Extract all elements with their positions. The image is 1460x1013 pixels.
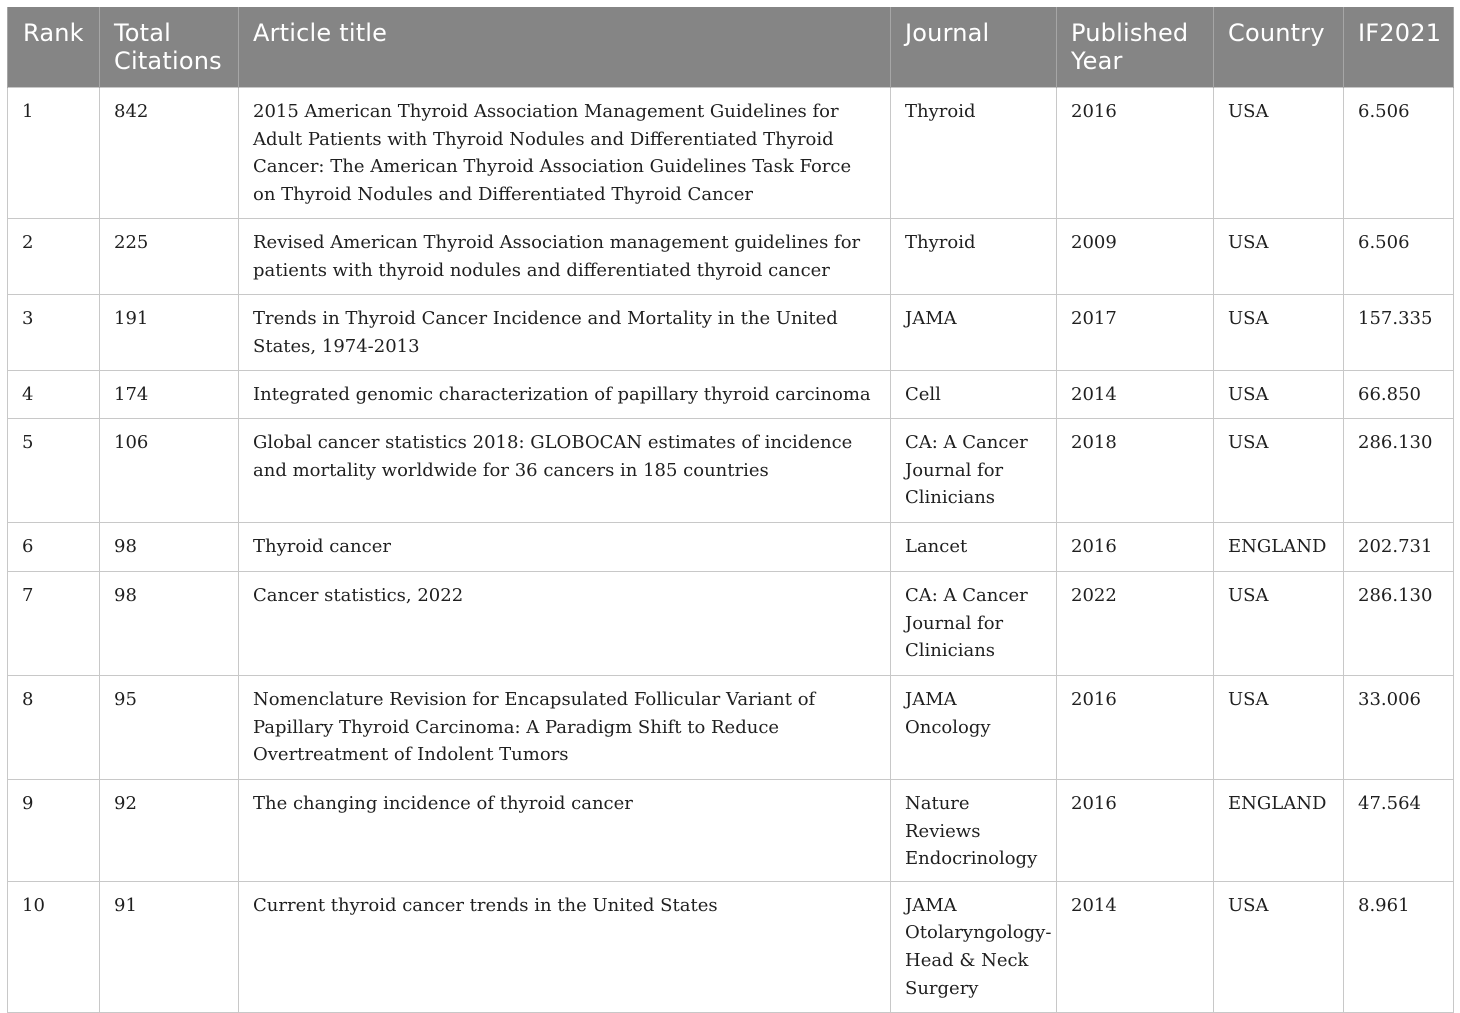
cell-citations: 92 (100, 780, 239, 882)
cell-title: Integrated genomic characterization of papillary thyroid carcinoma (239, 371, 891, 419)
cell-rank: 3 (8, 295, 100, 371)
table-row (8, 295, 1454, 371)
cell-rank: 7 (8, 572, 100, 676)
cell-year: 2018 (1057, 419, 1214, 523)
cell-rank: 5 (8, 419, 100, 523)
cell-title: Nomenclature Revision for Encapsulated Follicular Variant of Papillary Thyroid Carcinoma: A Paradigm Shift to Reduce Overtreatment of Indolent Tumors (239, 676, 891, 780)
cell-title: The changing incidence of thyroid cancer (239, 780, 891, 882)
cell-journal: JAMA Oncology (891, 676, 1057, 780)
cell-country: USA (1214, 219, 1344, 295)
cell-rank: 1 (8, 88, 100, 219)
header-journal: Journal (891, 7, 1057, 88)
cell-citations: 98 (100, 572, 239, 676)
cell-rank: 10 (8, 881, 100, 1012)
cell-citations: 225 (100, 219, 239, 295)
cell-if: 286.130 (1344, 419, 1454, 523)
cell-citations: 106 (100, 419, 239, 523)
cell-year: 2009 (1057, 219, 1214, 295)
cell-rank: 9 (8, 780, 100, 882)
header-country: Country (1214, 7, 1344, 88)
cell-journal: Thyroid (891, 88, 1057, 219)
header-rank: Rank (8, 7, 100, 88)
cell-if: 286.130 (1344, 572, 1454, 676)
cell-if: 8.961 (1344, 881, 1454, 1012)
cell-journal: JAMA (891, 295, 1057, 371)
cell-citations: 191 (100, 295, 239, 371)
cell-country: USA (1214, 572, 1344, 676)
header-if2021: IF2021 (1344, 7, 1454, 88)
cell-if: 47.564 (1344, 780, 1454, 882)
cell-rank: 6 (8, 523, 100, 572)
cell-year: 2016 (1057, 88, 1214, 219)
header-published-year: Published Year (1057, 7, 1214, 88)
cell-journal: Lancet (891, 523, 1057, 572)
cell-journal: Thyroid (891, 219, 1057, 295)
cell-journal: Cell (891, 371, 1057, 419)
table-header (8, 7, 1454, 88)
cell-year: 2014 (1057, 371, 1214, 419)
table-row (8, 371, 1454, 419)
cell-country: USA (1214, 881, 1344, 1012)
cell-rank: 2 (8, 219, 100, 295)
cell-year: 2022 (1057, 572, 1214, 676)
citations-table (7, 7, 1454, 1013)
cell-year: 2016 (1057, 523, 1214, 572)
cell-year: 2016 (1057, 780, 1214, 882)
cell-title: Current thyroid cancer trends in the United States (239, 881, 891, 1012)
table-row (8, 219, 1454, 295)
cell-year: 2017 (1057, 295, 1214, 371)
cell-journal: CA: A Cancer Journal for Clinicians (891, 572, 1057, 676)
cell-rank: 8 (8, 676, 100, 780)
cell-citations: 95 (100, 676, 239, 780)
cell-title: Thyroid cancer (239, 523, 891, 572)
cell-if: 202.731 (1344, 523, 1454, 572)
cell-country: USA (1214, 371, 1344, 419)
header-row (8, 7, 1454, 88)
cell-country: USA (1214, 88, 1344, 219)
cell-title: Revised American Thyroid Association management guidelines for patients with thyroid nodules and differentiated thyroid cancer (239, 219, 891, 295)
cell-country: ENGLAND (1214, 523, 1344, 572)
table-row (8, 419, 1454, 523)
cell-journal: JAMA Otolaryngology-Head & Neck Surgery (891, 881, 1057, 1012)
cell-title: Cancer statistics, 2022 (239, 572, 891, 676)
cell-citations: 98 (100, 523, 239, 572)
cell-if: 6.506 (1344, 219, 1454, 295)
header-article-title: Article title (239, 7, 891, 88)
cell-year: 2014 (1057, 881, 1214, 1012)
table-body (8, 88, 1454, 1013)
cell-title: 2015 American Thyroid Association Management Guidelines for Adult Patients with Thyroid Nodules and Differentiated Thyroid Cancer: The American Thyroid Association Guidelines Task Force on Thyroid Nodules and Differentiated Thyroid Cancer (239, 88, 891, 219)
table-row (8, 88, 1454, 219)
cell-if: 157.335 (1344, 295, 1454, 371)
cell-citations: 91 (100, 881, 239, 1012)
table-row (8, 523, 1454, 572)
cell-title: Global cancer statistics 2018: GLOBOCAN estimates of incidence and mortality worldwide for 36 cancers in 185 countries (239, 419, 891, 523)
table-row (8, 780, 1454, 882)
cell-country: USA (1214, 676, 1344, 780)
cell-if: 33.006 (1344, 676, 1454, 780)
cell-rank: 4 (8, 371, 100, 419)
cell-citations: 174 (100, 371, 239, 419)
table-row (8, 676, 1454, 780)
cell-country: USA (1214, 419, 1344, 523)
cell-title: Trends in Thyroid Cancer Incidence and Mortality in the United States, 1974-2013 (239, 295, 891, 371)
table-row (8, 572, 1454, 676)
cell-country: USA (1214, 295, 1344, 371)
header-total-citations: Total Citations (100, 7, 239, 88)
cell-year: 2016 (1057, 676, 1214, 780)
cell-if: 66.850 (1344, 371, 1454, 419)
cell-country: ENGLAND (1214, 780, 1344, 882)
cell-journal: CA: A Cancer Journal for Clinicians (891, 419, 1057, 523)
cell-if: 6.506 (1344, 88, 1454, 219)
cell-citations: 842 (100, 88, 239, 219)
table-row (8, 881, 1454, 1012)
cell-journal: Nature Reviews Endocrinology (891, 780, 1057, 882)
